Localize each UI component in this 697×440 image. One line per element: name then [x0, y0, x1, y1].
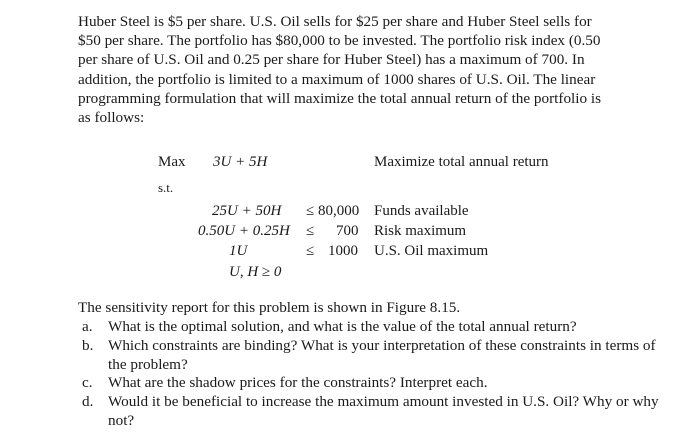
question-text: What are the shadow prices for the constraints? Interpret each.: [108, 374, 488, 392]
question-label: b.: [82, 336, 94, 354]
constraint-relation: ≤: [306, 203, 315, 219]
question-text: Would it be beneficial to increase the maximum amount invested in U.S. Oil? Why or why not?: [108, 393, 659, 429]
constraint-relation: ≤: [306, 223, 315, 239]
question-text: What is the optimal solution, and what is the value of the total annual return?: [108, 318, 577, 335]
sensitivity-note: The sensitivity report for this problem is shown in Figure 8.15.: [78, 299, 461, 316]
constraint-rhs: 80,000: [318, 203, 360, 219]
intro-line: per share of U.S. Oil and 0.25 per share for Huber Steel) has a maximum of 700. In: [78, 51, 585, 69]
question-text: Which constraints are binding? What is your interpretation of these constraints in terms of the problem?: [108, 336, 656, 373]
question-label: c.: [82, 374, 93, 392]
question-item: [78, 374, 663, 393]
intro-line: programming formulation that will maximize the total annual return of the portfolio is: [78, 89, 601, 107]
constraint-lhs: 25U + 50H: [212, 203, 282, 219]
max-label: Max: [158, 154, 186, 170]
intro-line: addition, the portfolio is limited to a maximum of 1000 shares of U.S. Oil. The linear: [78, 70, 596, 88]
constraint-lhs: 0.50U + 0.25H: [198, 223, 290, 239]
constraint-lhs: 1U: [229, 243, 248, 259]
question-item: [78, 337, 663, 375]
nonnegativity-constraint: U, H ≥ 0: [229, 264, 282, 280]
constraint-rhs: 700: [336, 223, 359, 239]
objective-function: 3U + 5H: [213, 154, 268, 170]
constraint-description: Funds available: [374, 203, 469, 219]
constraint-rhs: 1000: [328, 243, 358, 259]
constraint-description: U.S. Oil maximum: [374, 243, 489, 259]
question-label: d.: [82, 393, 94, 411]
subject-to-label: s.t.: [158, 180, 174, 195]
intro-line: $50 per share. The portfolio has $80,000 to be invested. The portfolio risk index (0.50: [78, 32, 601, 50]
intro-line: Huber Steel is $5 per share. U.S. Oil sells for $25 per share and Huber Steel sells for: [78, 13, 592, 30]
question-item: [78, 318, 663, 337]
problem-intro: [78, 12, 638, 127]
constraint-relation: ≤: [306, 243, 315, 259]
constraint-description: Risk maximum: [374, 223, 467, 239]
question-item: [78, 393, 663, 431]
objective-description: Maximize total annual return: [374, 154, 549, 170]
question-label: a.: [82, 318, 93, 335]
intro-line: as follows:: [78, 109, 145, 127]
question-list: [78, 318, 663, 431]
